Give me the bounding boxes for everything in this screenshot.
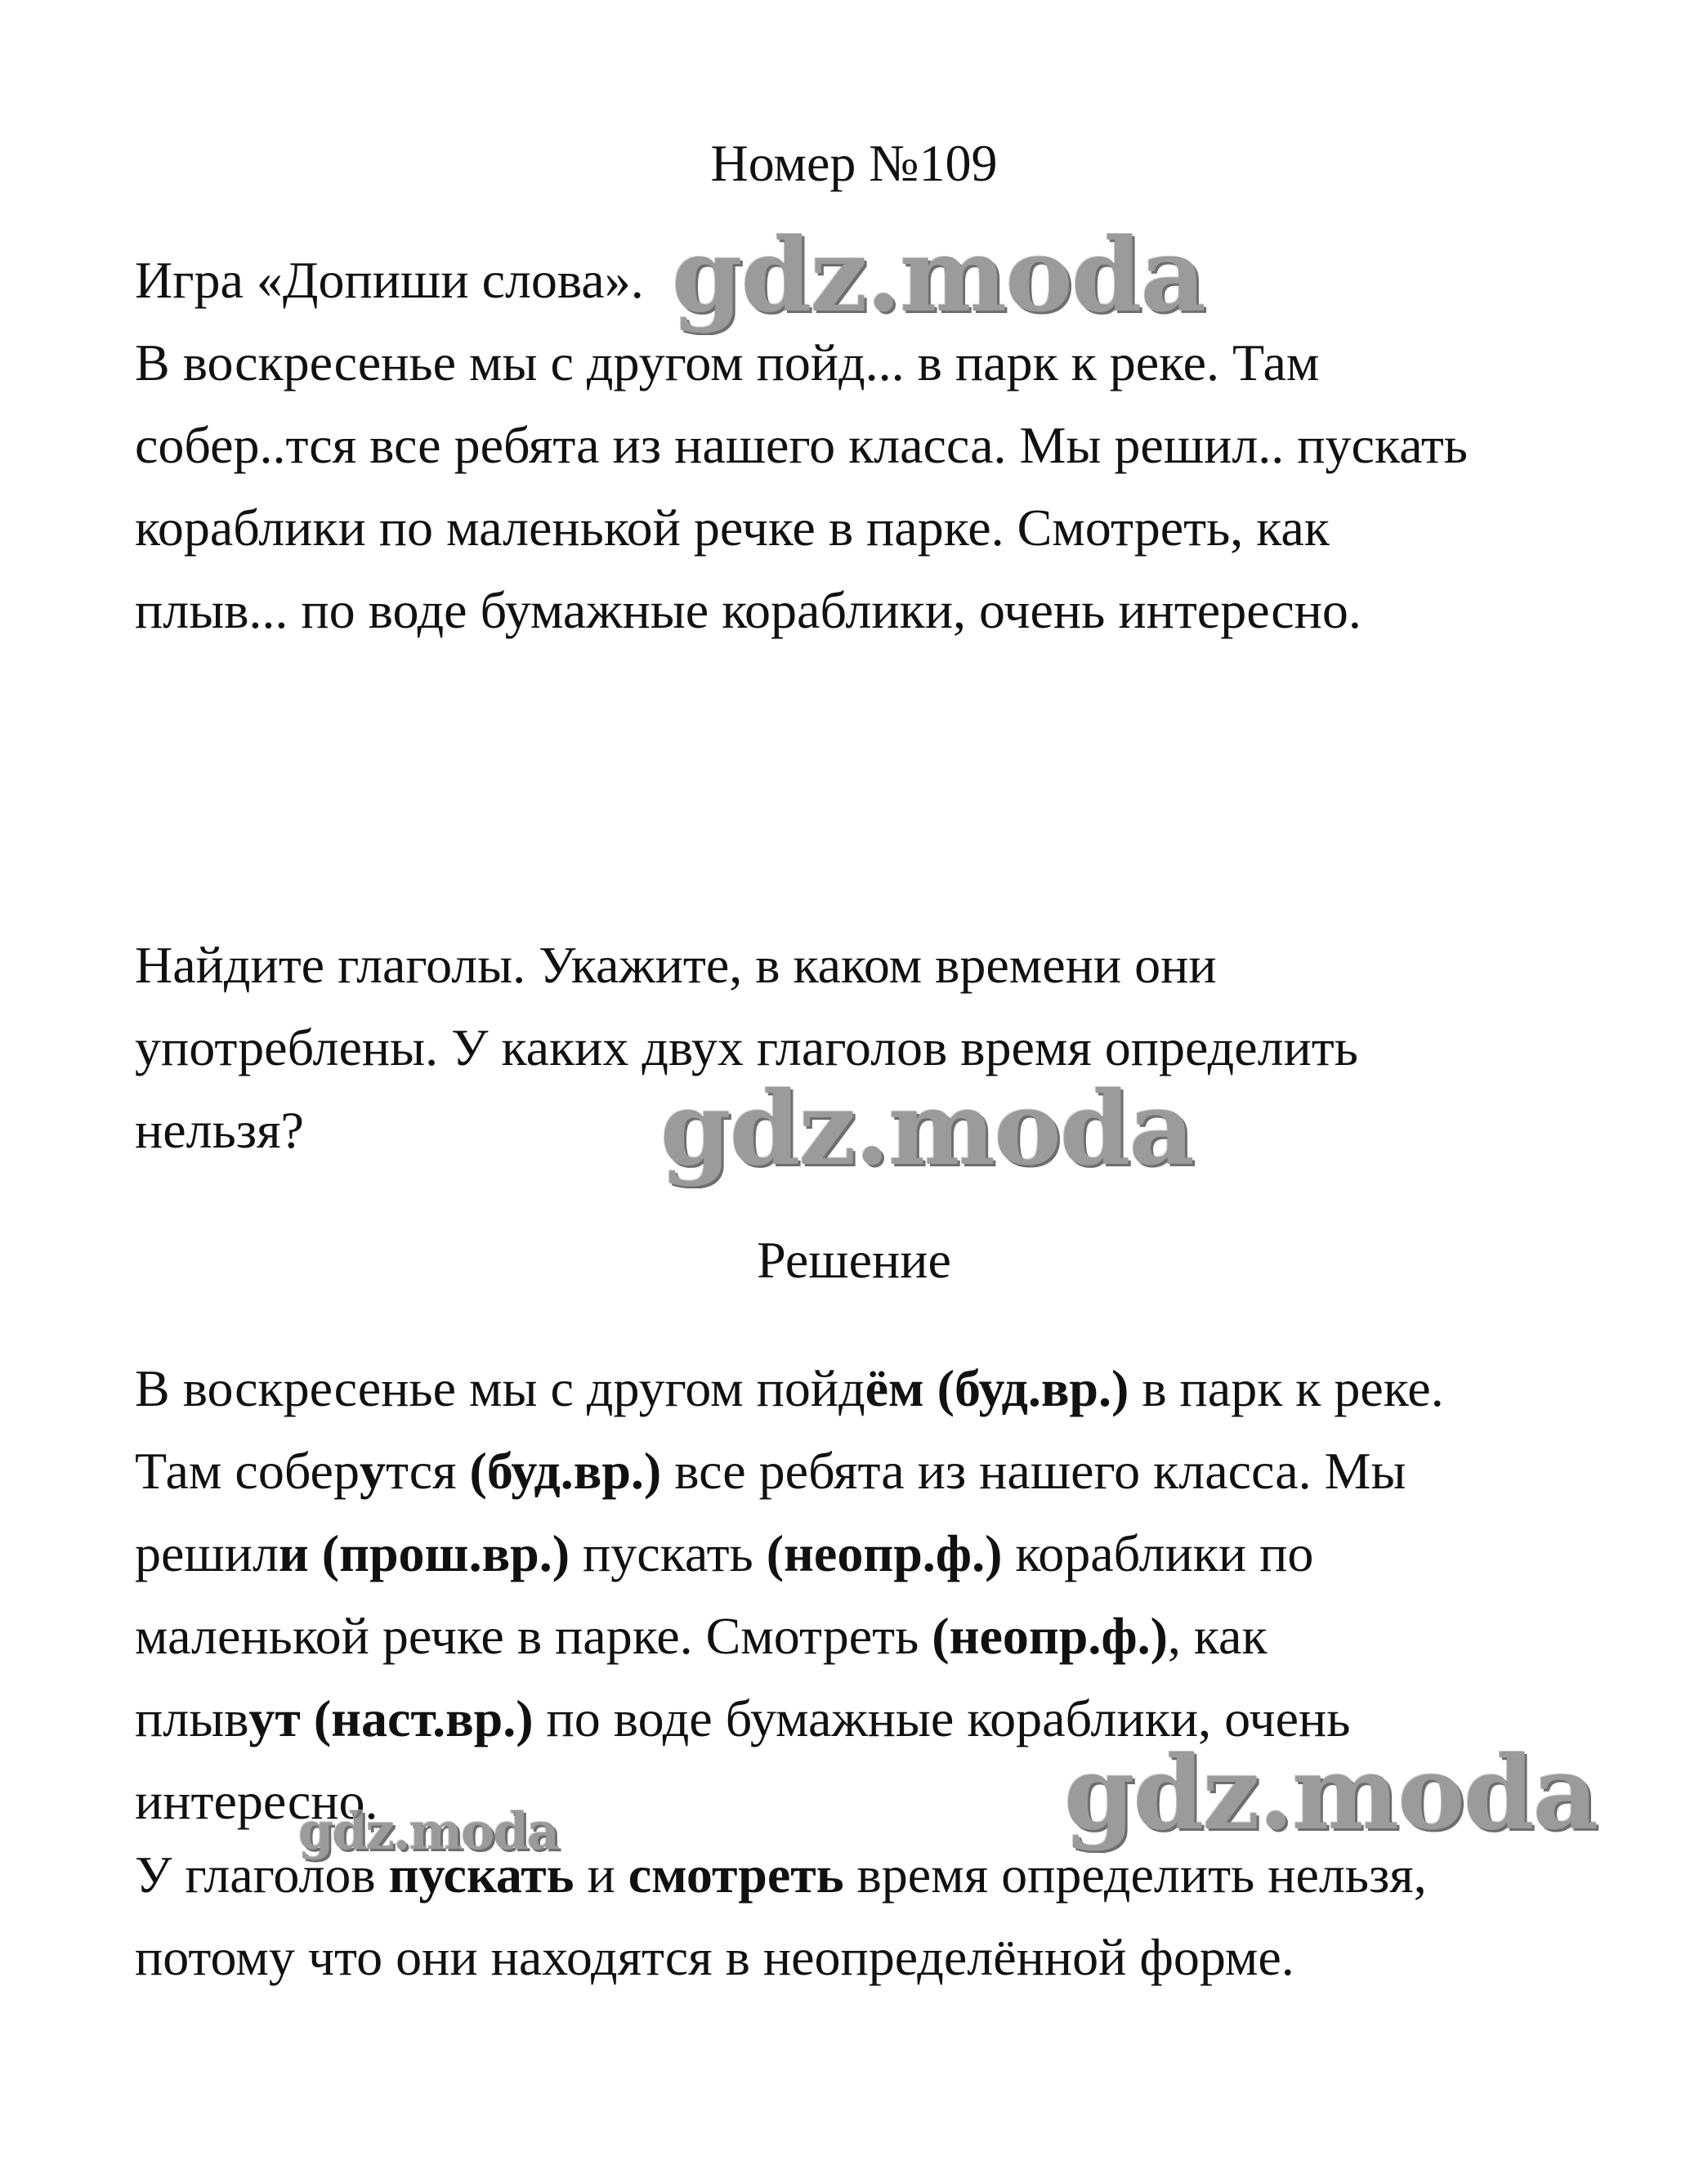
- answer-text: пускать: [570, 1524, 767, 1582]
- conclusion-text: У глаголов: [135, 1846, 389, 1904]
- answer-line-3: [135, 1512, 1573, 1595]
- page-title: Номер №109: [710, 134, 998, 192]
- answer-text: интересно.: [135, 1772, 378, 1830]
- question-line-1: Найдите глаголы. Укажите, в каком времени они: [135, 936, 1217, 994]
- answer-marked: ём (буд.вр.): [865, 1359, 1129, 1417]
- answer-text: решил: [135, 1524, 279, 1582]
- answer-text: тся: [385, 1442, 470, 1500]
- watermark-logo: gdz.moda: [660, 1070, 1193, 1188]
- watermark-logo: gdz.moda: [1064, 1734, 1597, 1853]
- answer-marked: (неопр.ф.): [766, 1524, 1003, 1582]
- answer-ending: у: [359, 1442, 386, 1500]
- answer-marked: (неопр.ф.): [932, 1607, 1168, 1665]
- answer-marked: ут (наст.вр.): [248, 1689, 534, 1747]
- conclusion-text: и: [574, 1846, 628, 1904]
- task-line-3: кораблики по маленькой речке в парке. Смотреть, как: [135, 499, 1330, 557]
- question-line-2: употреблены. У каких двух глаголов время определить: [135, 1018, 1358, 1076]
- task-line-4: плыв... по воде бумажные кораблики, очень интересно.: [135, 581, 1361, 639]
- answer-text: все ребята из нашего класса. Мы: [661, 1442, 1406, 1500]
- conclusion-line-2: потому что они находятся в неопределённой форме.: [135, 1928, 1294, 1986]
- answer-text: кораблики по: [1002, 1524, 1314, 1582]
- answer-text: плыв: [135, 1689, 249, 1747]
- answer-text: по воде бумажные кораблики, очень: [533, 1689, 1351, 1747]
- answer-line-2: [135, 1430, 1573, 1512]
- answer-marked: (буд.вр.): [469, 1442, 662, 1500]
- answer-text: , как: [1167, 1607, 1268, 1665]
- answer-text: в парк к реке.: [1129, 1359, 1444, 1417]
- answer-marked: и (прош.вр.): [278, 1524, 570, 1582]
- verb-puskat: пускать: [388, 1846, 575, 1904]
- answer-text: маленькой речке в парке. Смотреть: [135, 1607, 932, 1665]
- solution-title: Решение: [757, 1231, 951, 1289]
- answer-line-4: [135, 1595, 1573, 1677]
- answer-text: В воскресенье мы с другом пойд: [135, 1359, 865, 1417]
- answer-line-1: [135, 1347, 1573, 1430]
- answer-text: Там собер: [135, 1442, 360, 1500]
- task-line-1: В воскресенье мы с другом пойд... в парк к реке. Там: [135, 333, 1320, 392]
- task-line-2: собер..тся все ребята из нашего класса. Мы решил.. пускать: [135, 416, 1468, 474]
- verb-smotret: смотреть: [628, 1846, 844, 1904]
- watermark-logo: gdz.moda: [672, 217, 1205, 335]
- task-text: [135, 321, 1573, 651]
- watermark-logo: gdz.moda: [298, 1801, 558, 1861]
- question-line-3: нельзя?: [135, 1101, 304, 1159]
- task-intro-text: Игра «Допиши слова».: [135, 251, 644, 309]
- conclusion-text: время определить нельзя,: [843, 1846, 1427, 1904]
